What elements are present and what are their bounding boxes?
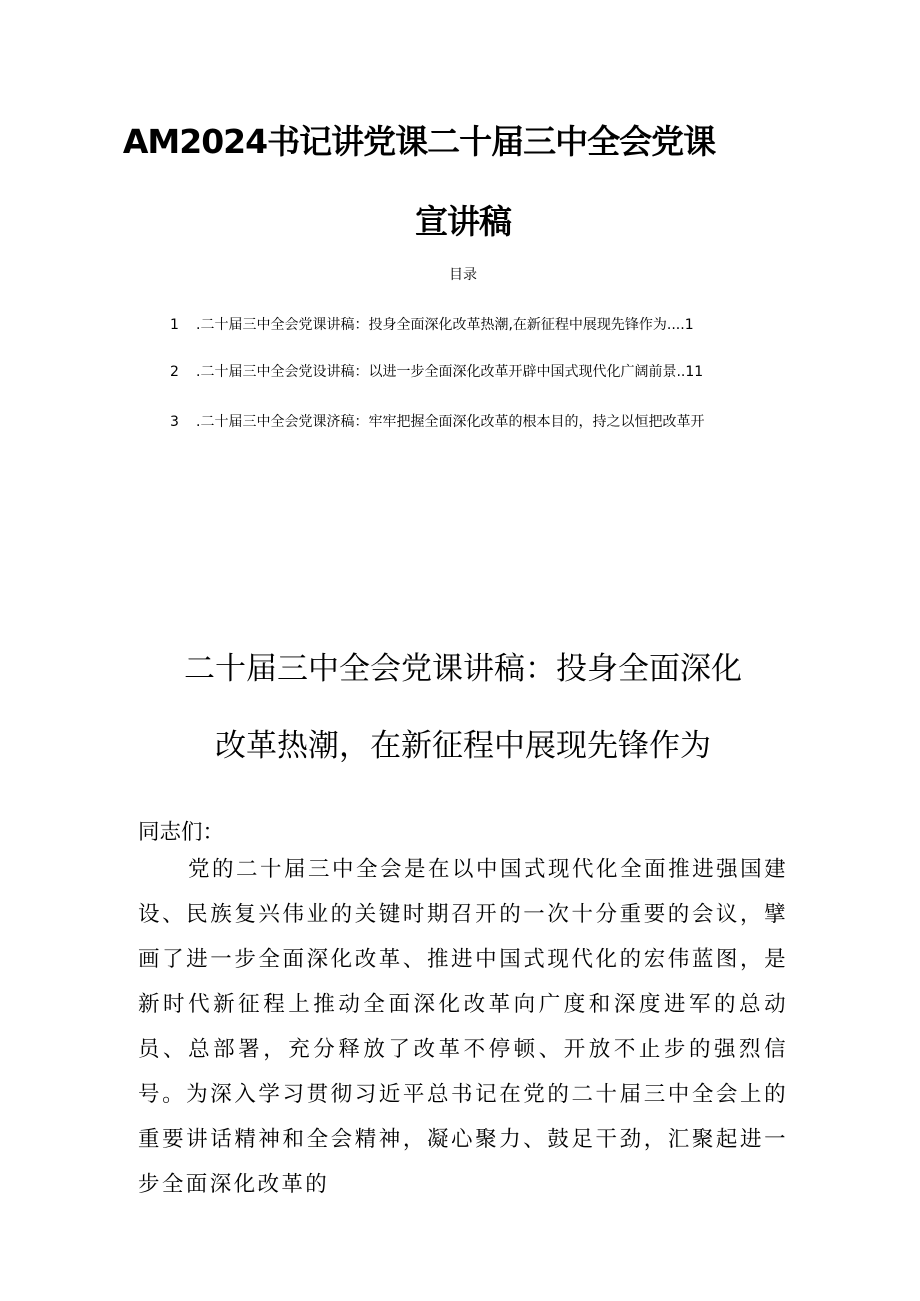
- toc-entry-number: 2: [170, 364, 179, 380]
- section-title-line-1: 二十届三中全会党课讲稿：投身全面深化: [184, 651, 742, 687]
- toc-entry[interactable]: [170, 361, 703, 381]
- toc-entry-text: .二十届三中全会党课讲稿：投身全面深化改革热潮,在新征程中展现先锋作为....1: [196, 317, 694, 333]
- toc-entry-text: .二十届三中全会党课济稿：牢牢把握全面深化改革的根本目的，持之以恒把改革开: [196, 414, 705, 430]
- document-title-line-2: 宣讲稿: [415, 202, 511, 241]
- toc-entry-number: 1: [170, 317, 179, 333]
- body-paragraph: 党的二十届三中全会是在以中国式现代化全面推进强国建设、民族复兴伟业的关键时期召开的一次十分重要的会议，擘画了进一步全面深化改革、推进中国式现代化的宏伟蓝图，是新时代新征程上推动全面深化改革向广度和深度进军的总动员、总部署，充分释放了改革不停顿、开放不止步的强烈信号。为深入学习贯彻习近平总书记在党的二十届三中全会上的重要讲话精神和全会精神，凝心聚力、鼓足干劲，汇聚起进一步全面深化改革的: [138, 857, 788, 1197]
- section-title-line-2: 改革热潮，在新征程中展现先锋作为: [215, 728, 711, 764]
- toc-entry[interactable]: [170, 411, 704, 431]
- toc-entry-text: .二十届三中全会党设讲稿：以进一步全面深化改革开辟中国式现代化广阔前景..11: [196, 364, 704, 380]
- greeting: 同志们：: [138, 820, 225, 845]
- toc-entry[interactable]: [170, 314, 694, 334]
- toc-heading: 目录: [449, 267, 477, 283]
- toc-entry-number: 3: [170, 414, 179, 430]
- document-title-line-1: AM2024书记讲党课二十届三中全会党课: [122, 122, 716, 161]
